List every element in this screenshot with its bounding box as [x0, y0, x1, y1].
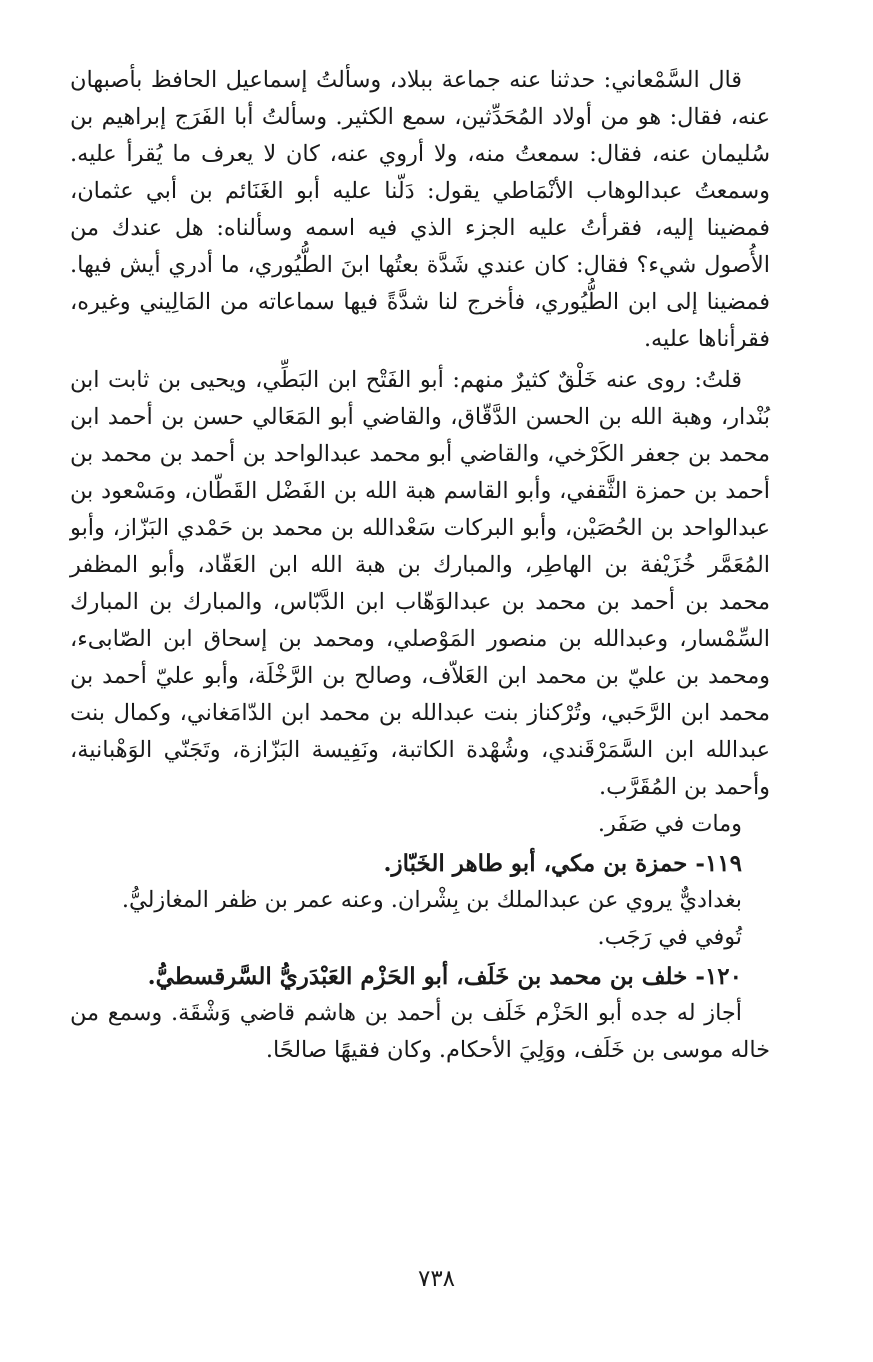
entry-120-heading: ١٢٠- خلف بن محمد بن خَلَف، أبو الحَزْم العَبْدَريُّ السَّرقسطيُّ. — [147, 963, 742, 990]
paragraph-death: ومات في صَفَر. — [597, 811, 742, 837]
paragraph-samani-quote: قال السَّمْعاني: حدثنا عنه جماعة ببلاد، وسألتُ إسماعيل الحافظ بأصبهان عنه، فقال: هو من أولاد المُحَدِّثين، سمع الكثير. وسألتُ أبا الفَرَج إبراهيم بن سُليمان عنه، فقال: سمعتُ منه، ولا أروي عنه، كان لا يعرف ما يُقرأ عليه. وسمعتُ عبدالوهاب الأنْمَاطي يقول: دَلّنا عليه أبو الغَنَائم بن أبي عثمان، فمضينا إليه، فقرأتُ عليه الجزء الذي فيه اسمه وسألناه: هل عندك من الأُصول شيء؟ فقال: كان عندي شَدَّة بعتُها ابنَ الطُّيُوري، ما أدري أيش فيها. فمضينا إلى ابن الطُّيُوري، فأخرج لنا شدَّةً فيها سماعاته من المَالِيني وغيره، فقرأناها عليه. — [70, 67, 770, 352]
paragraph-narrators: قلتُ: روى عنه خَلْقٌ كثيرٌ منهم: أبو الفَتْح ابن البَطِّي، ويحيى بن ثابت ابن بُنْدار، وهبة الله بن الحسن الدَّقّاق، والقاضي أبو المَعَالي حسن بن أحمد ابن محمد بن جعفر الكَرْخي، والقاضي أبو محمد عبدالواحد بن أحمد بن محمد بن أحمد بن حمزة الثَّقفي، وأبو القاسم هبة الله بن الفَضْل القَطّان، ومَسْعود بن عبدالواحد بن الحُصَيْن، وأبو البركات سَعْدالله بن محمد بن حَمْدي البَزّاز، وأبو المُعَمَّر خُزَيْفة بن الهاطِر، والمبارك بن هبة الله ابن العَقّاد، وأبو المظفر محمد بن أحمد بن محمد بن عبدالوَهّاب ابن الدَّبّاس، والمبارك بن المبارك السِّمْسار، وعبدالله بن منصور المَوْصلي، ومحمد بن إسحاق ابن الصّابىء، ومحمد بن عليّ بن محمد ابن العَلاّف، وصالح بن الرَّخْلَة، وأبو عليّ أحمد بن محمد ابن الرَّحَبي، وتُرْكناز بنت عبدالله بن محمد ابن الدّامَغاني، وكمال بنت عبدالله ابن السَّمَرْقَندي، وشُهْدة الكاتبة، ونَفِيسة البَزّازة، وتَجَنّي الوَهْبانية، وأحمد بن المُقَرَّب. — [70, 367, 770, 800]
entry-120-text: أجاز له جده أبو الحَزْم خَلَف بن أحمد بن هاشم قاضي وَشْقَة. وسمع من خاله موسى بن خَلَف، ووَلِيَ الأحكام. وكان فقيهًا صالحًا. — [70, 1000, 770, 1063]
entry-119-text: بغداديٌّ يروي عن عبدالملك بن بِشْران. وعنه عمر بن ظفر المغازليُّ. — [121, 887, 742, 913]
entry-119-heading: ١١٩- حمزة بن مكي، أبو طاهر الخَبّاز. — [383, 850, 742, 877]
page-number: ٧٣٨ — [417, 1266, 456, 1292]
page-text — [70, 62, 770, 1069]
entry-119-death: تُوفي في رَجَب. — [597, 924, 742, 950]
